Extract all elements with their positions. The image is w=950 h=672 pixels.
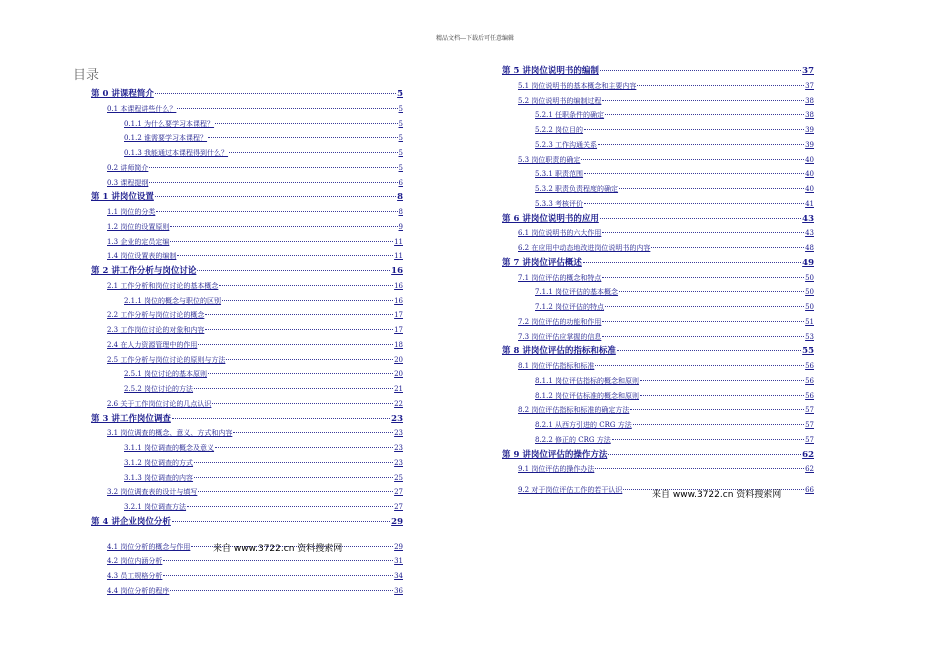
dot-leader (595, 365, 804, 366)
toc-entry[interactable] (518, 463, 814, 476)
toc-entry[interactable] (124, 132, 403, 145)
toc-title: 目录 (73, 68, 100, 83)
toc-page-number: 56 (805, 391, 814, 400)
toc-page-number: 40 (805, 185, 814, 193)
toc-entry-title: 9.2 对于岗位评估工作的若干认识 (518, 486, 623, 494)
toc-entry-title: 8.2.1 从西方引进的 CRG 方法 (535, 421, 632, 429)
toc-page-number: 27 (394, 488, 403, 497)
dot-leader (640, 395, 804, 396)
dot-leader (600, 218, 801, 219)
toc-page-number: 11 (394, 237, 403, 246)
toc-page-number: 39 (805, 126, 814, 134)
toc-page-number: 55 (802, 346, 814, 357)
toc-entry[interactable] (107, 398, 403, 411)
dot-leader (619, 291, 804, 292)
toc-entry-title: 0.1.3 我能通过本课程得到什么？ (124, 149, 229, 157)
dot-leader (583, 262, 801, 263)
dot-leader (194, 477, 393, 478)
toc-page-number: 37 (805, 81, 814, 90)
toc-page-number: 23 (394, 458, 403, 467)
toc-entry[interactable] (107, 324, 403, 337)
toc-page-number: 21 (394, 385, 403, 393)
toc-page-number: 22 (394, 399, 403, 408)
toc-entry[interactable] (124, 295, 403, 308)
toc-entry-title: 3.1.2 岗位调查的方式 (124, 458, 194, 467)
dot-leader (598, 144, 804, 145)
toc-page-number: 37 (802, 66, 814, 76)
toc-entry-title: 5.3.1 职责范围 (535, 170, 584, 179)
toc-entry-title: 第 6 讲岗位说明书的应用 (502, 213, 599, 224)
toc-entry-title: 2.5 工作分析与岗位讨论的原则与方法 (107, 355, 226, 364)
source-watermark-right: 来自 www.3722.cn 资料搜索网 (652, 490, 782, 500)
dot-leader (612, 439, 804, 440)
dot-leader (163, 575, 393, 576)
toc-page-number: 38 (805, 96, 814, 105)
toc-page-number: 31 (394, 557, 403, 566)
toc-entry-title: 0.1.2 谁需要学习本课程？ (124, 134, 208, 143)
dot-leader (619, 188, 804, 189)
toc-page-number: 50 (805, 303, 814, 311)
toc-page-number: 25 (394, 473, 403, 482)
toc-page-number: 41 (805, 199, 814, 208)
toc-entry-title: 第 4 讲企业岗位分析 (91, 516, 171, 527)
toc-entry-title: 5.3.2 职责负责程度的确定 (535, 185, 619, 193)
dot-leader (197, 270, 390, 271)
toc-entry-title: 5.2.2 岗位目的 (535, 126, 584, 134)
toc-entry-title: 第 5 讲岗位说明书的编制 (502, 66, 599, 76)
toc-entry-title: 5.3.3 考核评价 (535, 199, 584, 208)
toc-entry-title: 1.4 岗位设置表的编制 (107, 252, 177, 261)
toc-entry-title: 2.4 在人力资源管理中的作用 (107, 340, 198, 349)
toc-entry-title: 6.1 岗位说明书的六大作用 (518, 229, 602, 238)
dot-leader (637, 85, 804, 86)
dot-leader (602, 336, 804, 337)
toc-entry[interactable] (535, 286, 814, 299)
toc-entry-title: 3.2.1 岗位调查方法 (124, 503, 187, 511)
dot-leader (194, 462, 393, 463)
toc-entry[interactable] (502, 65, 814, 78)
toc-entry[interactable] (124, 501, 403, 514)
dot-leader (602, 321, 804, 322)
toc-entry[interactable] (535, 419, 814, 432)
toc-entry-title: 8.2 岗位评估指标和标准的确定方法 (518, 406, 630, 415)
toc-entry-title: 2.2 工作分析与岗位讨论的概念 (107, 311, 205, 320)
toc-entry-title: 3.1.3 岗位调查的内容 (124, 473, 194, 482)
toc-entry[interactable] (518, 242, 814, 255)
toc-entry-title: 3.2 岗位调查表的设计与填写 (107, 488, 198, 497)
toc-entry[interactable] (91, 516, 403, 529)
toc-page-number: 40 (805, 155, 814, 164)
toc-entry[interactable] (535, 390, 814, 403)
dot-leader (602, 277, 804, 278)
dot-leader (149, 167, 397, 168)
toc-page-number: 43 (805, 229, 814, 238)
toc-page-number: 16 (394, 296, 403, 305)
toc-entry[interactable] (107, 177, 403, 190)
dot-leader (605, 114, 804, 115)
toc-entry-title: 第 8 讲岗位评估的指标和标准 (502, 346, 616, 357)
dot-leader (229, 152, 397, 153)
dot-leader (630, 409, 804, 410)
toc-entry-title: 2.5.2 岗位讨论的方法 (124, 385, 194, 393)
toc-page-number: 16 (394, 281, 403, 290)
toc-page-number: 43 (802, 213, 814, 224)
page-header: 精品文档---下载后可任意编辑 (435, 35, 515, 42)
toc-entry[interactable] (502, 449, 814, 462)
dot-leader (600, 70, 801, 71)
toc-entry-title: 6.2 在应用中动态地改进岗位说明书的内容 (518, 244, 651, 252)
dot-leader (633, 424, 804, 425)
dot-leader (617, 350, 801, 351)
dot-leader (156, 211, 397, 212)
toc-entry[interactable] (107, 206, 403, 219)
dot-leader (226, 359, 393, 360)
toc-entry-title: 第 7 讲岗位评估概述 (502, 257, 582, 268)
dot-leader (170, 590, 393, 591)
toc-entry[interactable] (91, 191, 403, 204)
toc-entry-title: 0.3 课程提纲 (107, 178, 149, 187)
toc-entry-title: 2.3 工作岗位讨论的对象和内容 (107, 326, 205, 334)
toc-page-number: 29 (394, 542, 403, 551)
toc-entry[interactable] (107, 309, 403, 322)
toc-entry-title: 7.1.2 岗位评估的特点 (535, 303, 605, 311)
toc-entry[interactable] (124, 472, 403, 485)
dot-leader (177, 255, 393, 256)
toc-entry[interactable] (518, 272, 814, 285)
toc-page-number: 5 (398, 163, 403, 172)
toc-entry-title: 4.1 岗位分析的概念与作用 (107, 542, 191, 551)
toc-entry-title: 第 9 讲岗位评估的操作方法 (502, 449, 608, 460)
toc-entry[interactable] (124, 118, 403, 131)
toc-entry[interactable] (518, 227, 814, 240)
toc-entry[interactable] (535, 198, 814, 211)
toc-entry[interactable] (107, 354, 403, 367)
toc-entry[interactable] (518, 80, 814, 93)
toc-entry-title: 0.2 讲师简介 (107, 163, 149, 172)
dot-leader (595, 468, 804, 469)
toc-entry-title: 5.1 岗位说明书的基本概念和主要内容 (518, 81, 637, 90)
toc-entry[interactable] (535, 301, 814, 314)
toc-entry-title: 第 3 讲工作岗位调查 (91, 413, 171, 424)
toc-page-number: 36 (394, 586, 403, 595)
toc-entry[interactable] (535, 375, 814, 388)
toc-page-number: 5 (398, 134, 403, 143)
toc-page-number: 8 (398, 208, 403, 216)
dot-leader (172, 418, 390, 419)
dot-leader (215, 447, 393, 448)
dot-leader (212, 403, 393, 404)
toc-page-number: 51 (805, 317, 814, 326)
toc-page-number: 56 (805, 376, 814, 385)
dot-leader (198, 491, 393, 492)
dot-leader (584, 173, 804, 174)
toc-entry-title: 8.1 岗位评估指标和标准 (518, 362, 595, 370)
toc-entry-title: 8.1.1 岗位评估指标的概念和原则 (535, 376, 640, 385)
dot-leader (170, 226, 397, 227)
dot-leader (581, 159, 804, 160)
toc-entry-title: 4.3 员工规格分析 (107, 572, 163, 580)
toc-page-number: 23 (394, 429, 403, 438)
toc-page-number: 49 (802, 257, 814, 268)
toc-entry[interactable] (107, 221, 403, 234)
toc-entry-title: 5.3 岗位职责的确定 (518, 155, 581, 164)
toc-page-number: 6 (398, 178, 403, 187)
dot-leader (163, 560, 393, 561)
toc-entry[interactable] (535, 183, 814, 196)
toc-entry-title: 7.3 岗位评估应掌握的信息 (518, 332, 602, 341)
toc-page-number: 62 (802, 449, 814, 460)
toc-entry[interactable] (518, 331, 814, 344)
dot-leader (208, 137, 397, 138)
dot-leader (198, 344, 393, 345)
dot-leader (602, 100, 804, 101)
toc-page-number: 29 (391, 516, 403, 527)
toc-entry-title: 第 2 讲工作分析与岗位讨论 (91, 266, 197, 276)
toc-entry-title: 5.2.3 工作沟通关系 (535, 140, 598, 149)
toc-page-number: 16 (391, 266, 403, 276)
toc-entry[interactable] (107, 162, 403, 175)
toc-entry[interactable] (518, 95, 814, 108)
dot-leader (222, 300, 393, 301)
toc-entry-title: 2.6 关于工作岗位讨论的几点认识 (107, 399, 212, 408)
dot-leader (640, 380, 804, 381)
toc-entry[interactable] (107, 555, 403, 568)
toc-entry[interactable] (91, 265, 403, 278)
dot-leader (149, 182, 397, 183)
toc-entry[interactable] (107, 339, 403, 352)
toc-page-number: 66 (805, 486, 814, 494)
dot-leader (584, 203, 804, 204)
toc-page-number: 20 (394, 355, 403, 364)
toc-entry-title: 3.1 岗位调查的概念、意义、方式和内容 (107, 429, 233, 438)
toc-entry[interactable] (124, 368, 403, 381)
dot-leader (208, 373, 393, 374)
dot-leader (205, 314, 393, 315)
toc-entry-title: 8.2.2 修正的 CRG 方法 (535, 435, 611, 444)
dot-leader (219, 285, 393, 286)
toc-entry[interactable] (535, 109, 814, 122)
toc-entry[interactable] (124, 457, 403, 470)
toc-page-number: 5 (398, 149, 403, 157)
toc-entry[interactable] (124, 383, 403, 396)
toc-entry-title: 4.4 岗位分析的程序 (107, 586, 170, 595)
dot-leader (584, 129, 804, 130)
toc-entry[interactable] (518, 316, 814, 329)
dot-leader (187, 506, 393, 507)
dot-leader (602, 232, 804, 233)
toc-page-number: 23 (391, 413, 403, 424)
toc-page-number: 50 (805, 288, 814, 297)
toc-entry[interactable] (107, 570, 403, 583)
toc-entry[interactable] (535, 434, 814, 447)
toc-page-number: 5 (398, 119, 403, 128)
dot-leader (215, 123, 397, 124)
toc-entry-title: 9.1 岗位评估的操作办法 (518, 465, 595, 474)
toc-page-number: 8 (397, 192, 403, 203)
toc-entry-title: 第 1 讲岗位设置 (91, 192, 154, 203)
toc-page-number: 53 (805, 332, 814, 341)
dot-leader (205, 329, 393, 330)
toc-page-number: 5 (397, 89, 403, 99)
toc-entry-title: 1.2 岗位的设置原则 (107, 222, 170, 231)
toc-entry[interactable] (502, 345, 814, 358)
toc-page-number: 38 (805, 111, 814, 120)
dot-leader (177, 108, 397, 109)
toc-page-number: 9 (398, 222, 403, 231)
toc-page-number: 11 (394, 252, 403, 261)
toc-page-number: 27 (394, 503, 403, 511)
source-watermark-left: 来自 www.3722.cn 资料搜索网 (213, 544, 343, 554)
toc-entry[interactable] (124, 442, 403, 455)
dot-leader (155, 93, 396, 94)
toc-entry-title: 7.1 岗位评估的概念和特点 (518, 273, 602, 282)
toc-page-number: 50 (805, 273, 814, 282)
toc-entry-title: 5.2 岗位说明书的编制过程 (518, 96, 602, 105)
toc-entry[interactable] (107, 585, 403, 598)
toc-page-number: 56 (805, 362, 814, 370)
toc-entry-title: 3.1.1 岗位调查的概念及意义 (124, 444, 215, 452)
toc-page-number: 17 (394, 326, 403, 334)
toc-entry-title: 5.2.1 任职条件的确定 (535, 111, 605, 120)
toc-entry[interactable] (535, 168, 814, 181)
toc-page-number: 5 (398, 104, 403, 113)
toc-entry[interactable] (502, 213, 814, 226)
toc-entry[interactable] (107, 486, 403, 499)
toc-entry-title: 1.3 企业的定员定编 (107, 237, 170, 246)
dot-leader (605, 306, 804, 307)
toc-page-number: 57 (805, 406, 814, 415)
toc-entry[interactable] (91, 88, 403, 101)
toc-entry-title: 第 0 讲课程简介 (91, 89, 154, 99)
toc-entry[interactable] (518, 154, 814, 167)
toc-entry-title: 0.1.1 为什么要学习本课程？ (124, 119, 215, 128)
dot-leader (233, 432, 393, 433)
toc-entry[interactable] (107, 103, 403, 116)
toc-entry-title: 7.2 岗位评估的功能和作用 (518, 317, 602, 326)
toc-entry-title: 2.5.1 岗位讨论的基本原则 (124, 370, 208, 379)
toc-entry-title: 1.1 岗位的分类 (107, 208, 156, 216)
toc-page-number: 39 (805, 140, 814, 149)
toc-entry-title: 0.1 本课程讲些什么？ (107, 104, 177, 113)
toc-entry[interactable] (518, 360, 814, 373)
toc-entry[interactable] (124, 147, 403, 160)
toc-page-number: 23 (394, 444, 403, 452)
toc-page-number: 40 (805, 170, 814, 179)
toc-page-number: 57 (805, 421, 814, 429)
toc-page-number: 20 (394, 370, 403, 379)
toc-page-number: 34 (394, 572, 403, 580)
dot-leader (155, 196, 396, 197)
toc-entry[interactable] (535, 124, 814, 137)
toc-entry-title: 4.2 岗位内涵分析 (107, 557, 163, 566)
dot-leader (651, 247, 804, 248)
toc-entry-title: 8.1.2 岗位评估标准的概念和原则 (535, 391, 640, 400)
toc-entry[interactable] (535, 139, 814, 152)
toc-entry[interactable] (107, 236, 403, 249)
dot-leader (608, 454, 801, 455)
dot-leader (194, 388, 393, 389)
toc-page-number: 62 (805, 465, 814, 474)
toc-page-number: 48 (805, 244, 814, 252)
toc-entry[interactable] (91, 413, 403, 426)
toc-entry[interactable] (107, 427, 403, 440)
toc-entry-title: 7.1.1 岗位评估的基本概念 (535, 288, 619, 297)
toc-entry[interactable] (518, 404, 814, 417)
toc-entry[interactable] (502, 257, 814, 270)
toc-page-number: 57 (805, 435, 814, 444)
toc-entry-title: 2.1.1 岗位的概念与职位的区别 (124, 296, 222, 305)
toc-entry[interactable] (107, 280, 403, 293)
toc-entry[interactable] (107, 250, 403, 263)
dot-leader (172, 521, 390, 522)
dot-leader (170, 241, 393, 242)
toc-entry-title: 2.1 工作分析和岗位讨论的基本概念 (107, 281, 219, 290)
toc-page-number: 17 (394, 311, 403, 320)
toc-page-number: 18 (394, 340, 403, 349)
